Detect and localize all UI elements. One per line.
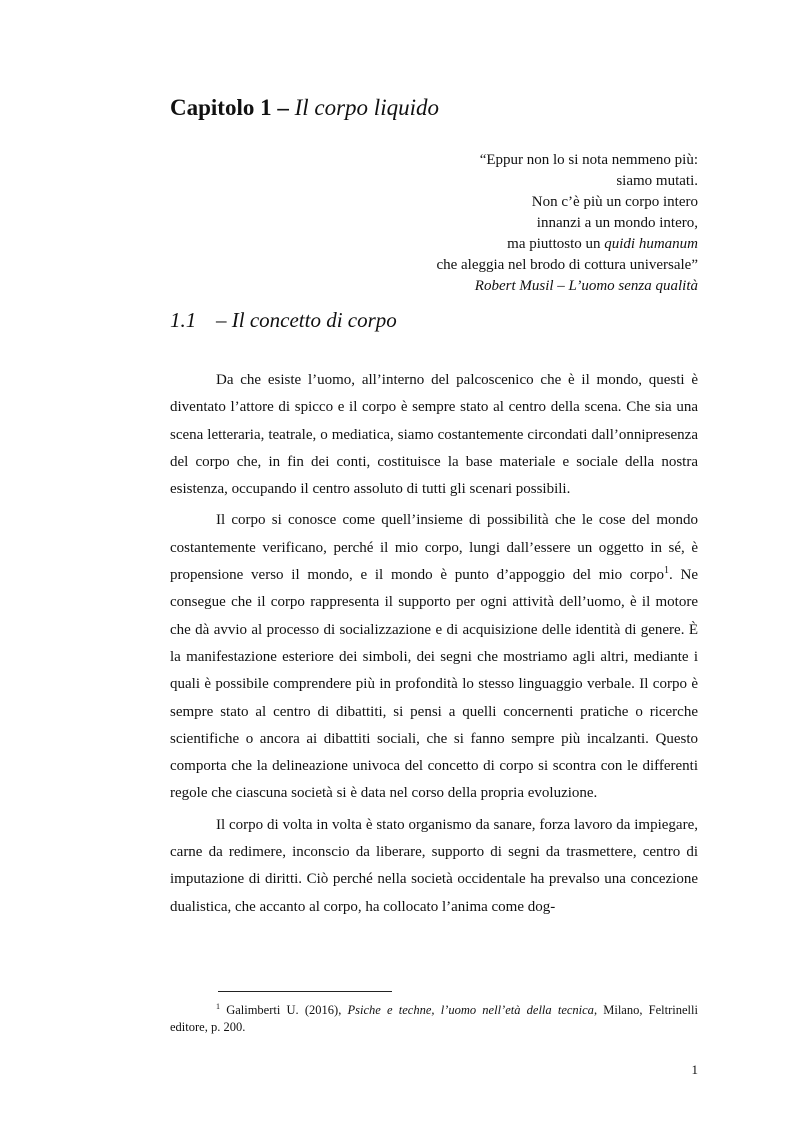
page-number: 1 xyxy=(691,1062,698,1077)
chapter-title xyxy=(170,95,439,121)
section-number: 1.1 xyxy=(170,308,197,332)
footnote-publisher: , Milano, Feltrinelli editore, p. 200. xyxy=(170,1003,698,1035)
epigraph-line: siamo mutati. xyxy=(616,173,698,189)
epigraph-line: “Eppur non lo si nota nemmeno più: xyxy=(479,152,698,168)
epigraph-line: innanzi a un mondo intero, xyxy=(536,215,698,231)
footnote-number: 1 xyxy=(216,1002,220,1011)
epigraph-line: che aleggia nel brodo di cottura universale” xyxy=(436,257,698,273)
footnote-reference[interactable]: 1 xyxy=(664,565,670,577)
body-text xyxy=(170,367,698,925)
paragraph: Da che esiste l’uomo, all’interno del palcoscenico che è il mondo, questi è diventato l’attore di spicco e il corpo è sempre stato al centro della scena. Che sia una scena letteraria, teatrale, o mediatica, siamo costantemente circondati dall’onnipresenza del corpo che, in fin dei conti, costituisce la base materiale e sociale della nostra esistenza, occupando il centro assoluto di tutti gli scenari possibili. xyxy=(170,372,698,498)
epigraph-italic-phrase: quidi humanum xyxy=(604,236,698,252)
paragraph-text: Il corpo si conosce come quell’insieme di possibilità che le cose del mondo costantemente verificano, perché il mio corpo, lungi dall’essere un oggetto in sé, è propensione verso il mondo, e il mondo è punto d’appoggio del mio corpo xyxy=(170,512,698,584)
paragraph-text: . Ne consegue che il corpo rappresenta il supporto per ogni attività dell’uomo, è il motore che dà avvio al processo di socializzazione e di acquisizione delle identità di genere. È la manifestazione esteriore dei simboli, dei segni che mostriamo agli altri, mediante i quali è possibile comprendere più in profondità lo stesso linguaggio verbale. Il corpo è sempre stato al centro di dibattiti, si pensi a quelli concernenti pratiche o ricerche scientifiche o ancora ai dibattiti sociali, che si fanno sempre più incalzanti. Questo comporta che la delineazione univoca del concetto di corpo si scontra con le differenti regole che ciascuna società si è data nel corso della propria evoluzione. xyxy=(170,567,698,802)
epigraph-line: Non c’è più un corpo intero xyxy=(531,194,698,210)
section-title xyxy=(170,308,397,333)
footnote xyxy=(170,998,698,1036)
chapter-name: Il corpo liquido xyxy=(294,95,439,120)
footnote-work-title: Psiche e techne, l’uomo nell’età della tecnica xyxy=(347,1003,594,1018)
epigraph-line xyxy=(278,234,698,255)
paragraph xyxy=(170,507,698,807)
epigraph xyxy=(278,150,698,297)
epigraph-line-prefix: ma piuttosto un xyxy=(507,236,605,252)
chapter-label: Capitolo 1 – xyxy=(170,95,289,120)
paragraph: Il corpo di volta in volta è stato organismo da sanare, forza lavoro da impiegare, carne da redimere, inconscio da liberare, supporto di segni da trasmettere, centro di imputazione di diritti. Ciò perché nella società occidentale ha prevalso una concezione dualistica, che accanto al corpo, ha collocato l’anima come dog- xyxy=(170,816,698,915)
footnote-divider xyxy=(218,991,392,992)
footnote-author: Galimberti U. (2016), xyxy=(220,1003,348,1018)
epigraph-attribution: Robert Musil – L’uomo senza qualità xyxy=(474,278,698,294)
section-name: – Il concetto di corpo xyxy=(216,308,397,332)
